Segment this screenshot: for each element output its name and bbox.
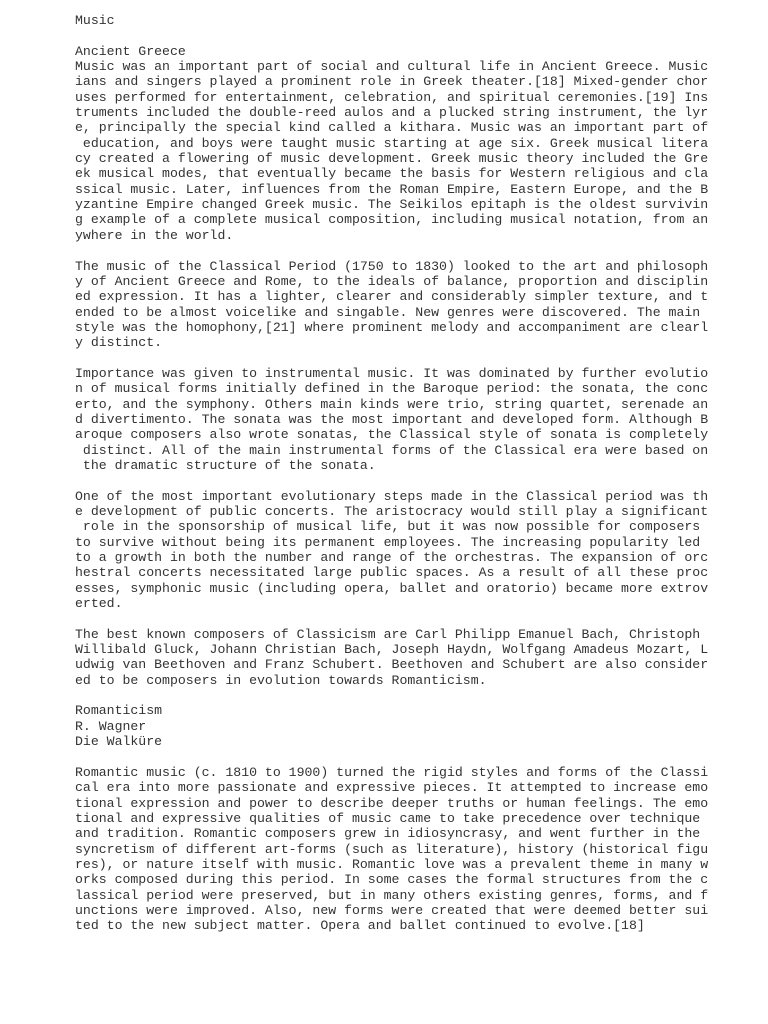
text-line: e, principally the special kind called a kithara. Music was an important part of xyxy=(75,120,709,136)
text-line: ed to be composers in evolution towards Romanticism. xyxy=(75,672,487,688)
text-line: to a growth in both the number and range of the orchestras. The expansion of orc xyxy=(75,550,709,566)
text-line xyxy=(75,28,735,43)
text-line: unctions were improved. Also, new forms were created that were deemed better sui xyxy=(75,902,709,918)
text-line: erted. xyxy=(75,596,123,612)
text-line: Willibald Gluck, Johann Christian Bach, Joseph Haydn, Wolfgang Amadeus Mozart, L xyxy=(75,642,709,658)
text-line: hestral concerts necessitated large public spaces. As a result of all these proc xyxy=(75,565,709,581)
text-line: ended to be almost voicelike and singable. New genres were discovered. The main xyxy=(75,304,701,320)
text-line: ed expression. It has a lighter, clearer and considerably simpler texture, and t xyxy=(75,289,709,305)
text-line: The music of the Classical Period (1750 to 1830) looked to the art and philosoph xyxy=(75,258,709,274)
text-line: The best known composers of Classicism are Carl Philipp Emanuel Bach, Christoph xyxy=(75,626,701,642)
text-line: res), or nature itself with music. Romantic love was a prevalent theme in many w xyxy=(75,856,709,872)
text-line: cy created a flowering of music development. Greek music theory included the Gre xyxy=(75,151,709,167)
text-line xyxy=(75,473,735,488)
text-line: Music was an important part of social and cultural life in Ancient Greece. Music xyxy=(75,59,709,75)
text-line: and tradition. Romantic composers grew in idiosyncrasy, and went further in the xyxy=(75,826,701,842)
text-line: d divertimento. The sonata was the most important and developed form. Although B xyxy=(75,411,709,427)
text-line: Music xyxy=(75,13,115,28)
text-line: e development of public concerts. The aristocracy would still play a significant xyxy=(75,504,709,519)
text-line: R. Wagner xyxy=(75,718,147,734)
text-line: distinct. All of the main instrumental forms of the Classical era were based on xyxy=(75,442,709,458)
text-line: Importance was given to instrumental music. It was dominated by further evolutio xyxy=(75,365,709,381)
text-line: Romanticism xyxy=(75,703,163,719)
text-line: n of musical forms initially defined in the Baroque period: the sonata, the conc xyxy=(75,381,709,397)
text-line: One of the most important evolutionary steps made in the Classical period was th xyxy=(75,488,709,504)
text-line xyxy=(75,351,735,366)
text-line: ek musical modes, that eventually became the basis for Western religious and cla xyxy=(75,166,709,182)
text-line: truments included the double-reed aulos and a plucked string instrument, the lyr xyxy=(75,105,709,121)
text-line: syncretism of different art-forms (such as literature), history (historical figu xyxy=(75,841,709,857)
text-line: cal era into more passionate and expressive pieces. It attempted to increase emo xyxy=(75,780,709,796)
text-line: yzantine Empire changed Greek music. The Seikilos epitaph is the oldest survivin xyxy=(75,197,709,213)
text-line: aroque composers also wrote sonatas, the Classical style of sonata is completely xyxy=(75,427,709,443)
text-line: udwig van Beethoven and Franz Schubert. Beethoven and Schubert are also consider xyxy=(75,657,709,673)
text-line: y distinct. xyxy=(75,335,163,351)
text-line: the dramatic structure of the sonata. xyxy=(75,457,376,473)
text-line: esses, symphonic music (including opera, ballet and oratorio) became more extrov xyxy=(75,580,709,596)
text-line: ywhere in the world. xyxy=(75,227,234,243)
text-line xyxy=(75,750,735,765)
text-line: uses performed for entertainment, celebration, and spiritual ceremonies.[19] Ins xyxy=(75,89,709,105)
text-line xyxy=(75,243,735,258)
document-page xyxy=(75,13,735,934)
text-line: to survive without being its permanent employees. The increasing popularity led xyxy=(75,534,701,550)
text-line xyxy=(75,688,735,703)
text-line: orks composed during this period. In some cases the formal structures from the c xyxy=(75,872,709,888)
text-line: Romantic music (c. 1810 to 1900) turned the rigid styles and forms of the Classi xyxy=(75,764,709,780)
text-line: ians and singers played a prominent role in Greek theater.[18] Mixed-gender chor xyxy=(75,74,709,90)
text-line: Ancient Greece xyxy=(75,43,186,59)
text-line: education, and boys were taught music starting at age six. Greek musical litera xyxy=(75,135,709,151)
text-line: ssical music. Later, influences from the Roman Empire, Eastern Europe, and the B xyxy=(75,181,709,197)
text-line: tional expression and power to describe deeper truths or human feelings. The emo xyxy=(75,795,709,811)
text-line: g example of a complete musical composition, including musical notation, from an xyxy=(75,212,709,228)
text-line: role in the sponsorship of musical life, but it was now possible for composers xyxy=(75,519,701,535)
text-line: Die Walküre xyxy=(75,734,163,750)
text-line: y of Ancient Greece and Rome, to the ideals of balance, proportion and disciplin xyxy=(75,273,709,289)
text-line: ted to the new subject matter. Opera and ballet continued to evolve.[18] xyxy=(75,918,645,934)
text-line: tional and expressive qualities of music came to take precedence over technique xyxy=(75,810,701,826)
text-line xyxy=(75,611,735,626)
text-line: style was the homophony,[21] where prominent melody and accompaniment are clearl xyxy=(75,319,709,335)
text-line: erto, and the symphony. Others main kinds were trio, string quartet, serenade an xyxy=(75,396,709,412)
text-line: lassical period were preserved, but in many others existing genres, forms, and f xyxy=(75,887,709,903)
